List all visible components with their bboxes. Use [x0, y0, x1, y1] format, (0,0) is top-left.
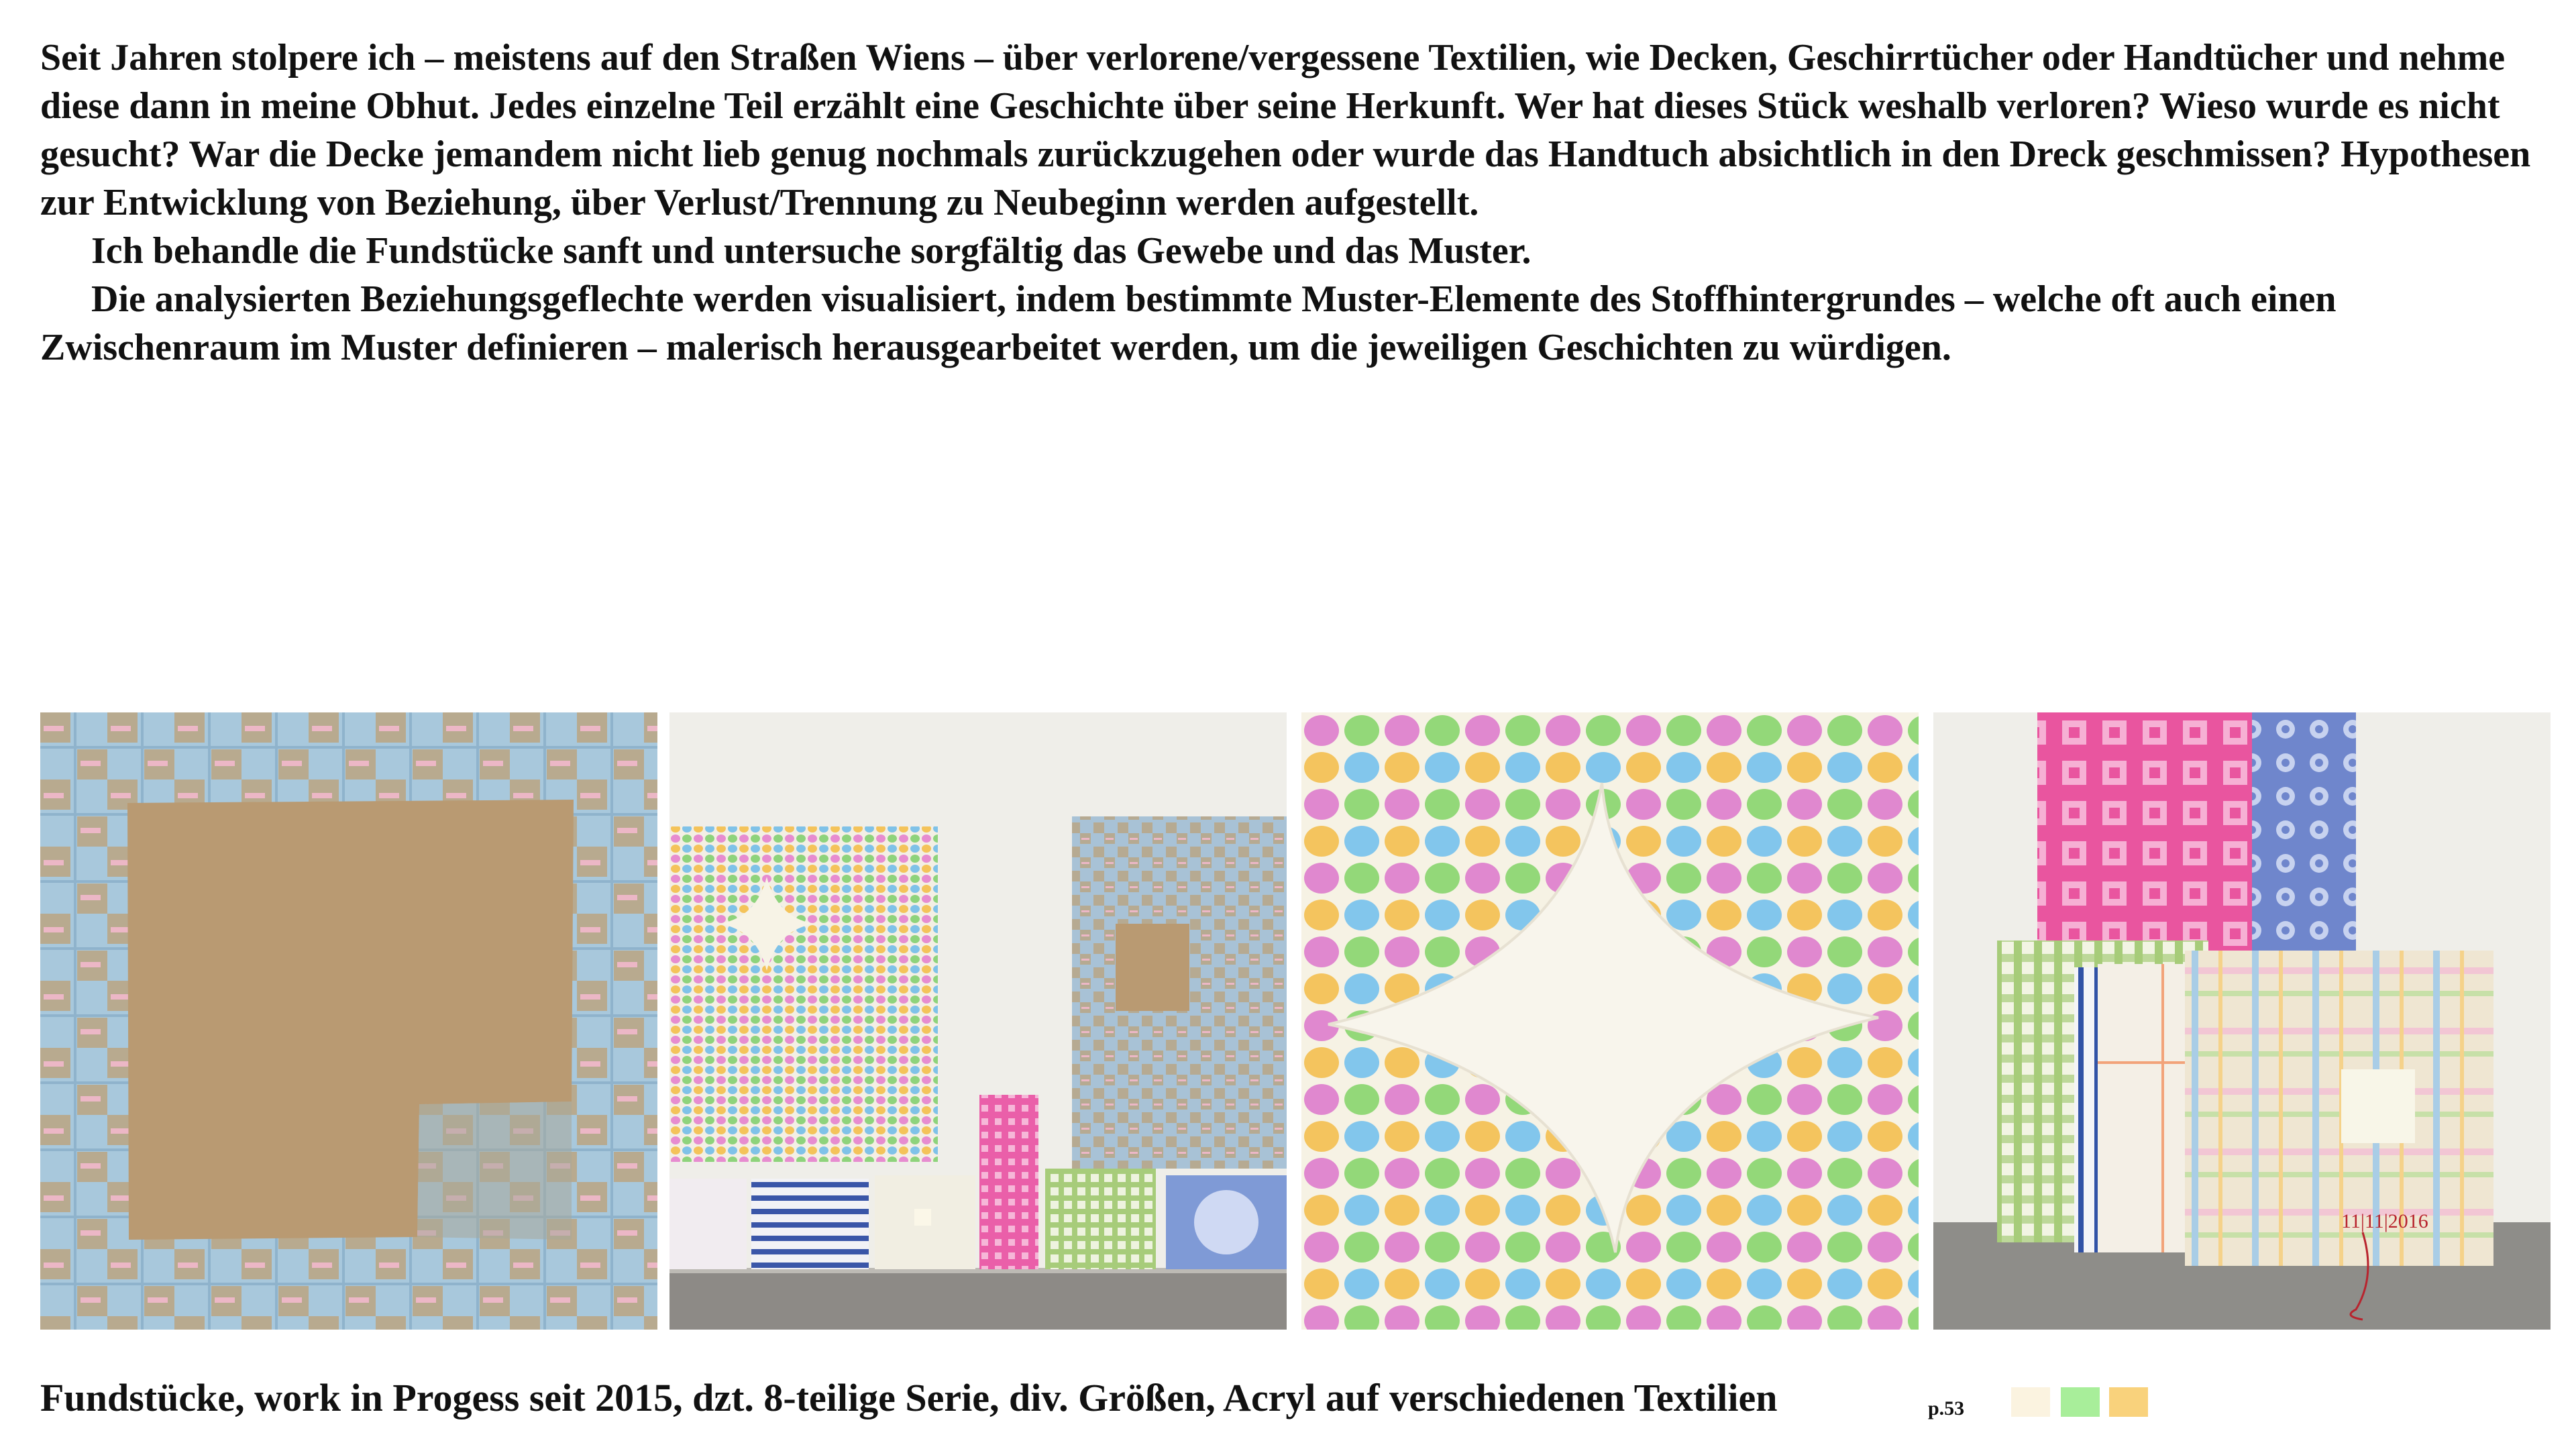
- artwork-photo-leaning-textiles: [1933, 712, 2551, 1330]
- artwork-handwritten-label: 11|11|2016: [2341, 1210, 2428, 1232]
- color-swatch-green: [2061, 1387, 2100, 1417]
- page-number: p.53: [1928, 1397, 1965, 1419]
- intro-paragraph-3: Die analysierten Beziehungsgeflechte werden visualisiert, indem bestimmte Muster-Elemente des Stoffhintergrundes – welche oft auch einen Zwischenraum im Muster definieren – malerisch herausgearbeitet werden, um die jeweiligen Geschichten zu würdigen.: [40, 278, 2337, 368]
- figure-caption: Fundstücke, work in Progess seit 2015, dzt. 8-teilige Serie, div. Größen, Acryl auf verschiedenen Textilien: [40, 1376, 1778, 1419]
- artwork-photo-blanket-detail: [40, 712, 657, 1330]
- intro-paragraph-2: Ich behandle die Fundstücke sanft und untersuche sorgfältig das Gewebe und das Muster.: [91, 230, 1532, 272]
- color-swatch-cream: [2011, 1387, 2050, 1417]
- artwork-photo-studio-wall: [669, 712, 1287, 1330]
- artwork-photo-dotted-star: [1301, 712, 1919, 1330]
- intro-paragraph-1: Seit Jahren stolpere ich – meistens auf den Straßen Wiens – über verlorene/vergessene Textilien, wie Decken, Geschirrtücher oder Handtücher und nehme diese dann in meine Obhut. Jedes einzelne Teil erzählt eine Geschichte über seine Herkunft. Wer hat dieses Stück weshalb verloren? Wieso wurde es nicht gesucht? War die Decke jemandem nicht lieb genug nochmals zurückzugehen oder wurde das Handtuch absichtlich in den Dreck geschmissen? Hypothesen zur Entwicklung von Beziehung, über Verlust/Trennung zu Neubeginn werden aufgestellt.: [40, 37, 2531, 223]
- intro-text: [40, 34, 2542, 372]
- color-swatch-yellow: [2109, 1387, 2148, 1417]
